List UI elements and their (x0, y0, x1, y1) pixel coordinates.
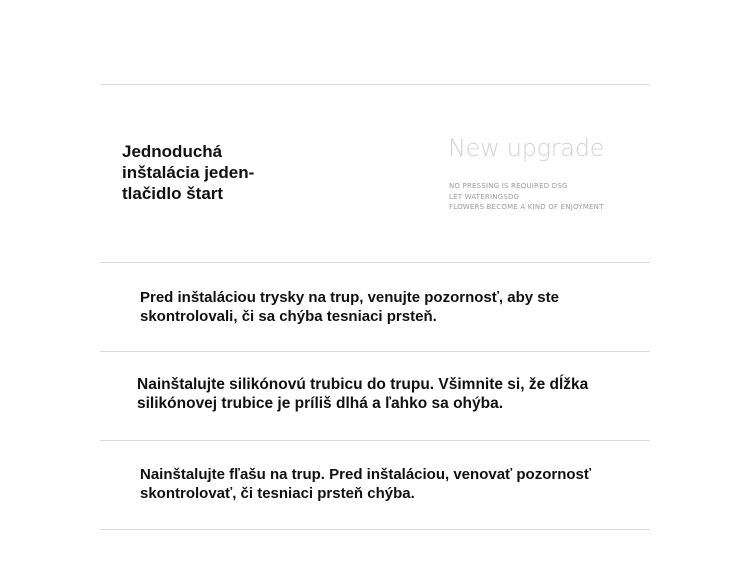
step-1-text (140, 289, 559, 326)
step-line: Nainštalujte fľašu na trup. Pred inštaláciou, venovať pozornosť (140, 466, 592, 483)
step-2-text (137, 376, 588, 413)
header-title-line: Jednoduchá (122, 142, 223, 161)
divider-header (100, 262, 650, 263)
step-3-text (140, 466, 591, 503)
step-line: silikónovej trubice je príliš dlhá a ľahko sa ohýba. (137, 394, 504, 412)
divider-bottom (100, 529, 650, 530)
upgrade-caption-line: FLOWERS BECOME A KIND OF ENJOYMENT (449, 203, 604, 211)
upgrade-caption-line: LET WATERINGSDG (449, 192, 520, 201)
step-line: Pred inštaláciou trysky na trup, venujte pozornosť, aby ste (140, 289, 559, 306)
header-title (122, 141, 302, 204)
upgrade-caption-line: NO PRESSING IS REQUIRED DSG (449, 182, 568, 190)
step-line: skontrolovali, či sa chýba tesniaci prsteň. (140, 307, 437, 325)
divider-step-1 (100, 351, 650, 352)
divider-top (100, 84, 650, 85)
divider-step-2 (100, 440, 650, 441)
upgrade-caption (449, 181, 604, 213)
step-line: Nainštalujte silikónovú trubicu do trupu. Všimnite si, že dĺžka (137, 376, 589, 393)
header-title-line: inštalácia jeden- (122, 163, 255, 182)
header-title-line: tlačidlo štart (122, 184, 224, 203)
step-line: skontrolovať, či tesniaci prsteň chýba. (140, 484, 415, 502)
upgrade-title: New upgrade (448, 134, 605, 162)
